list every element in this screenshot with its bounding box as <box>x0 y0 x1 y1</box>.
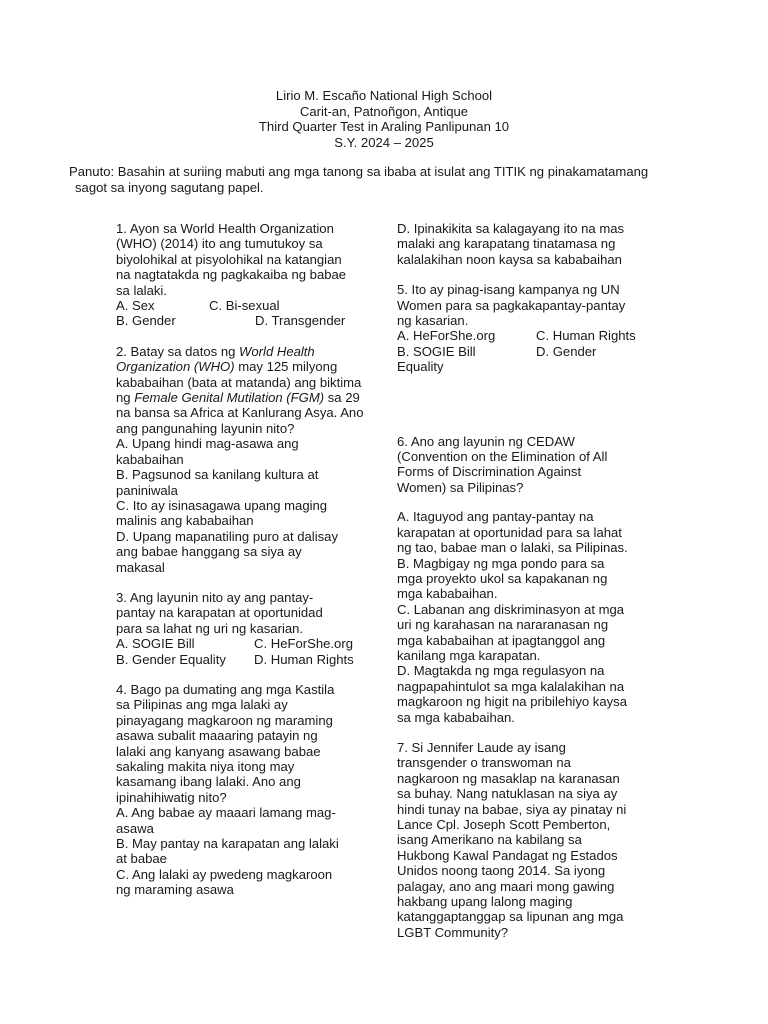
question-6-line: (Convention on the Elimination of All <box>397 449 608 465</box>
option-line: mga proyekto ukol sa kapakanan ng <box>397 570 608 586</box>
question-2-italic-fgm: Female Genital Mutilation (FGM) <box>134 390 325 406</box>
spacer <box>397 495 659 509</box>
question-7-line: isang Amerikano na kabilang sa <box>397 832 582 848</box>
question-2-option-c <box>116 498 376 529</box>
question-6-option-a <box>397 509 659 555</box>
question-1-line: 1. Ayon sa World Health Organization <box>116 221 334 236</box>
question-3 <box>116 590 376 667</box>
option-line: uri ng karahasan na nararanasan ng <box>397 617 609 633</box>
question-5-option-a: A. HeForShe.org <box>397 328 496 344</box>
option-line: A. Upang hindi mag-asawa ang <box>116 436 299 452</box>
option-line: nagpapahintulot sa mga kalalakihan na <box>397 678 625 694</box>
question-2 <box>116 344 376 575</box>
question-7-line: transgender o transwoman na <box>397 755 571 771</box>
option-line: magkaroon ng higit na pribilehiyo kaysa <box>397 694 628 710</box>
school-name: Lirio M. Escaño National High School <box>275 88 493 103</box>
option-line: ang babae hanggang sa siya ay <box>116 544 302 560</box>
question-1-option-c: C. Bi-sexual <box>209 298 280 314</box>
option-line: malinis ang kababaihan <box>116 513 254 529</box>
option-line: B. Pagsunod sa kanilang kultura at <box>116 467 319 483</box>
question-5-line: Women para sa pagkakapantay-pantay <box>397 297 626 313</box>
option-line: C. Labanan ang diskriminasyon at mga <box>397 601 625 617</box>
question-2-option-d <box>116 529 376 575</box>
option-line: ng tao, babae man o lalaki, sa Pilipinas. <box>397 540 628 556</box>
option-line: D. Ipinakikita sa kalagayang ito na mas <box>397 221 625 236</box>
question-7 <box>397 740 659 940</box>
question-2-text: sa 29 na bansa sa Africa at Kanlurang Asya. Ano ang pangunahing layunin nito? <box>116 390 364 436</box>
option-line: B. May pantay na karapatan ang lalaki <box>116 836 339 852</box>
question-4-option-a <box>116 805 376 836</box>
question-5 <box>397 282 659 374</box>
question-5-line: 5. Ito ay pinag-isang kampanya ng UN <box>397 282 620 298</box>
question-6-option-c <box>397 602 659 664</box>
question-3-options-row-1 <box>116 636 376 651</box>
question-7-line: LGBT Community? <box>397 924 509 940</box>
question-4-option-d <box>397 221 659 267</box>
test-title: Third Quarter Test in Araling Panlipunan 10 <box>258 119 510 135</box>
question-6-line: Forms of Discrimination Against <box>397 464 582 480</box>
left-column <box>116 221 376 913</box>
question-5-option-d: D. Gender <box>536 343 597 359</box>
question-3-option-b: B. Gender Equality <box>116 651 226 667</box>
question-1-line: (WHO) (2014) ito ang tumutukoy sa <box>116 236 323 252</box>
option-line: kanilang mga karapatan. <box>397 647 541 663</box>
option-line: ng maraming asawa <box>116 882 234 898</box>
question-5-option-b: B. SOGIE Bill <box>397 343 476 359</box>
question-7-line: nagkaroon ng masaklap na karanasan <box>397 770 620 786</box>
option-line: makasal <box>116 559 165 575</box>
question-5-line: ng kasarian. <box>397 313 469 329</box>
option-line: kalalakihan noon kaysa sa kababaihan <box>397 251 622 267</box>
question-3-options-row-2 <box>116 652 376 667</box>
question-4-line: pinayagang magkaroon ng maraming <box>116 712 333 728</box>
school-year: S.Y. 2024 – 2025 <box>334 134 434 150</box>
question-1 <box>116 221 376 329</box>
question-7-line: palagay, ano ang maari mong gawing <box>397 878 615 894</box>
question-4-line: 4. Bago pa dumating ang mga Kastila <box>116 681 335 697</box>
option-line: kababaihan <box>116 451 184 467</box>
instructions-line-2: sagot sa inyong sagutang papel. <box>75 180 264 195</box>
option-line: D. Upang mapanatiling puro at dalisay <box>116 528 338 544</box>
question-5-option-c: C. Human Rights <box>536 328 636 344</box>
option-line: A. Ang babae ay maaari lamang mag- <box>116 805 336 821</box>
question-1-option-a: A. Sex <box>116 298 155 314</box>
question-7-line: sa buhay. Nang natuklasan na siya ay <box>397 786 618 802</box>
question-4 <box>116 682 376 898</box>
school-address: Carit-an, Patnoñgon, Antique <box>299 103 469 119</box>
question-7-line: 7. Si Jennifer Laude ay isang <box>397 739 566 755</box>
option-line: D. Magtakda ng mga regulasyon na <box>397 663 605 679</box>
question-4-line: asawa subalit maaaring patayin ng <box>116 728 318 744</box>
question-7-line: Unidos noong taong 2014. Sa iyong <box>397 863 606 879</box>
option-line: B. Magbigay ng mga pondo para sa <box>397 555 605 571</box>
question-1-line: biyolohikal at pisyolohikal na katangian <box>116 251 342 267</box>
right-column <box>397 221 659 955</box>
question-4-line: sakaling makita niya itong may <box>116 759 295 774</box>
question-4-option-b <box>116 836 376 867</box>
question-1-options-row-1 <box>116 298 376 313</box>
question-6-line: 6. Ano ang layunin ng CEDAW <box>397 433 575 449</box>
question-1-line: sa lalaki. <box>116 282 167 298</box>
option-line: malaki ang karapatang tinatamasa ng <box>397 236 616 252</box>
question-5-options-row-2 <box>397 344 659 359</box>
question-5-options-row-1 <box>397 328 659 343</box>
question-6-option-b <box>397 556 659 602</box>
question-1-options-row-2 <box>116 313 376 328</box>
question-2-italic-who: World Health Organization (WHO) <box>116 343 315 375</box>
question-6-option-d <box>397 663 659 725</box>
question-3-option-c: C. HeForShe.org <box>254 636 353 652</box>
option-line: C. Ang lalaki ay pwedeng magkaroon <box>116 866 333 882</box>
question-6-line: Women) sa Pilipinas? <box>397 479 524 495</box>
spacer <box>397 390 659 434</box>
question-1-option-d: D. Transgender <box>255 313 346 329</box>
question-4-line: ipinahihiwatig nito? <box>116 789 227 805</box>
question-2-stem <box>116 344 376 436</box>
question-1-option-b: B. Gender <box>116 313 176 329</box>
option-line: asawa <box>116 820 154 836</box>
option-line: A. Itaguyod ang pantay-pantay na <box>397 509 594 525</box>
option-line: mga kababaihan. <box>397 586 498 602</box>
question-4-line: kasamang ibang lalaki. Ano ang <box>116 774 301 790</box>
question-7-line: katanggaptanggap sa lipunan ang mga <box>397 909 624 925</box>
question-1-line: na nagtatakda ng pagkakaiba ng babae <box>116 267 347 283</box>
question-3-line: pantay na karapatan at oportunidad <box>116 605 323 621</box>
question-6 <box>397 434 659 725</box>
option-line: at babae <box>116 851 167 867</box>
question-3-line: para sa lahat ng uri ng kasarian. <box>116 620 304 636</box>
question-4-line: sa Pilipinas ang mga lalaki ay <box>116 697 288 713</box>
question-4-line: lalaki ang kanyang asawang babae <box>116 743 321 759</box>
instructions <box>69 164 719 196</box>
instructions-line-1: Panuto: Basahin at suriing mabuti ang mga tanong sa ibaba at isulat ang TITIK ng pinakamatamang <box>69 164 649 179</box>
question-2-option-a <box>116 436 376 467</box>
option-line: sa mga kababaihan. <box>397 709 515 725</box>
question-4-option-c <box>116 867 376 898</box>
option-line: C. Ito ay isinasagawa upang maging <box>116 497 328 513</box>
option-line: karapatan at oportunidad para sa lahat <box>397 524 622 540</box>
question-7-line: Hukbong Kawal Pandagat ng Estados <box>397 847 618 863</box>
question-7-line: hindi tunay na babae, siya ay pinatay ni <box>397 801 627 817</box>
question-3-line: 3. Ang layunin nito ay ang pantay- <box>116 589 314 605</box>
question-2-option-b <box>116 467 376 498</box>
test-header <box>0 88 768 150</box>
question-3-option-a: A. SOGIE Bill <box>116 636 195 652</box>
option-line: mga kababaihan at ipagtanggol ang <box>397 632 606 648</box>
question-7-line: Lance Cpl. Joseph Scott Pemberton, <box>397 817 611 832</box>
option-line: paniniwala <box>116 482 178 498</box>
question-2-text: may 125 milyong kababaihan (bata at matanda) ang biktima ng <box>116 359 362 406</box>
question-7-line: hakbang upang lalong maging <box>397 894 573 910</box>
question-2-text: 2. Batay sa datos ng <box>116 343 240 359</box>
question-5-option-d-cont: Equality <box>397 359 444 375</box>
question-3-option-d: D. Human Rights <box>254 651 354 667</box>
